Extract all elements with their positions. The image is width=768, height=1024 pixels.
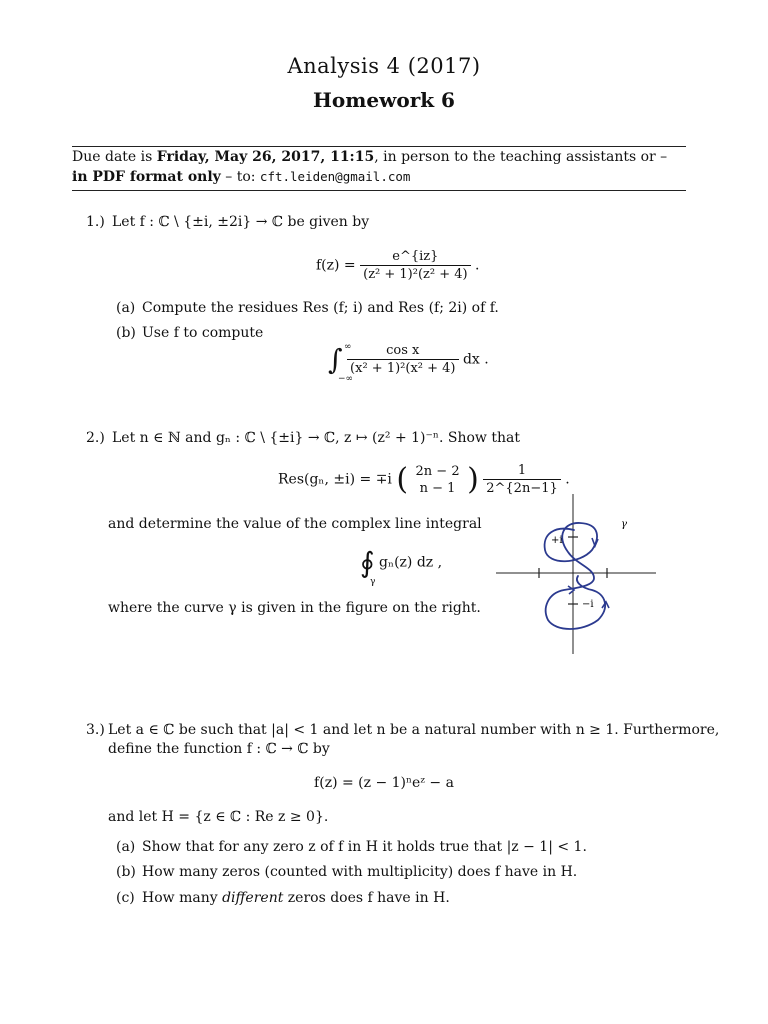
- label-minus-i: −i: [582, 599, 594, 610]
- problem1-part-a: Compute the residues Res (f; i) and Res (f; 2i) of f.: [142, 300, 499, 316]
- binomial-top: 2n − 2: [415, 463, 460, 479]
- residue-lhs: Res(gₙ, ±i) = ∓i: [278, 471, 392, 488]
- integral-upper-limit: ∞: [344, 342, 352, 352]
- due-middle: , in person to the teaching assistants or –: [374, 149, 668, 165]
- part-c-pre: How many: [142, 890, 223, 906]
- problem3-part-c: [142, 889, 450, 908]
- due-prefix: Due date is: [72, 149, 157, 165]
- top-rule: [72, 146, 686, 147]
- course-title: Analysis 4 (2017): [287, 54, 481, 78]
- problem1-integrand: [347, 342, 458, 377]
- problem1-formula-fraction: [360, 248, 470, 283]
- problem2-line2: and determine the value of the complex line integral: [108, 516, 482, 532]
- problem1-part-b: Use f to compute: [142, 325, 264, 341]
- arrow-top: [592, 538, 598, 546]
- problem1-integrand-denominator: (x² + 1)²(x² + 4): [350, 361, 456, 376]
- label-gamma: γ: [621, 519, 627, 530]
- problem3-part-a-label: (a): [116, 839, 136, 855]
- pdf-format-note: in PDF format only: [72, 169, 221, 185]
- problem3-part-c-label: (c): [116, 890, 135, 906]
- problem3-part-a: Show that for any zero z of f in H it holds true that |z − 1| < 1.: [142, 839, 587, 855]
- problem1-formula-denominator: (z² + 1)²(z² + 4): [363, 267, 468, 282]
- problem1-integrand-numerator: cos x: [347, 342, 458, 360]
- problem2-residue-formula: Res(gₙ, ±i) = ∓i ( 2n − 2 n − 1 ) $\frac{1}{2\^{}\{2n-1\}}$ .: [278, 462, 570, 497]
- due-date-notice: [72, 148, 686, 187]
- label-plus-i: +i: [551, 535, 563, 546]
- problem1-intro: Let f : ℂ \ {±i, ±2i} → ℂ be given by: [112, 214, 370, 230]
- problem1-number: 1.): [86, 214, 105, 230]
- problem1-formula-lhs: f(z) =: [316, 257, 361, 274]
- problem3-part-b-label: (b): [116, 864, 136, 880]
- binomial-coefficient: [413, 463, 463, 497]
- residue-fraction-numerator: 1: [483, 462, 561, 480]
- integral-lower-limit: −∞: [338, 374, 354, 384]
- curve-figure: [490, 490, 670, 660]
- problem3-part-b: How many zeros (counted with multiplicity) does f have in H.: [142, 864, 578, 880]
- due-to: – to:: [220, 169, 260, 185]
- problem1-integral-dx: dx .: [462, 351, 489, 368]
- problem1-formula: f(z) = $\frac{e\^{}\{iz\}}{\text{(z² + 1)²(z² + 4)}}$ .: [316, 249, 480, 282]
- problem1-part-a-label: (a): [116, 300, 136, 316]
- bottom-rule: [72, 190, 686, 191]
- problem2-line3: where the curve γ is given in the figure on the right.: [108, 600, 481, 616]
- residue-fraction-denominator: 2^{2n−1}: [486, 481, 558, 496]
- contour-integral-sign: ∮: [360, 546, 375, 579]
- homework-title: Homework 6: [313, 88, 455, 112]
- email-address: cft.leiden@gmail.com: [259, 169, 411, 184]
- contour-subscript: γ: [370, 577, 376, 587]
- problem1-formula-numerator: e^{iz}: [360, 248, 470, 266]
- part-c-emphasis: different: [222, 890, 284, 906]
- binom-left-paren: (: [396, 462, 409, 497]
- problem1-part-b-label: (b): [116, 325, 136, 341]
- problem3-formula: f(z) = (z − 1)ⁿeᶻ − a: [314, 775, 454, 791]
- part-c-post: zeros does f have in H.: [283, 890, 450, 906]
- contour-integrand: gₙ(z) dz ,: [379, 554, 443, 571]
- problem2-number: 2.): [86, 430, 105, 446]
- problem3-number: 3.): [86, 722, 105, 738]
- problem3-intro1: Let a ∈ ℂ be such that |a| < 1 and let n be a natural number with n ≥ 1. Furthermore,: [108, 722, 720, 738]
- integral-sign: ∫: [328, 343, 343, 376]
- binomial-bottom: n − 1: [419, 480, 456, 496]
- problem3-set-h: and let H = {z ∈ ℂ : Re z ≥ 0}.: [108, 809, 329, 825]
- problem2-intro: Let n ∈ ℕ and gₙ : ℂ \ {±i} → ℂ, z ↦ (z² + 1)⁻ⁿ. Show that: [112, 430, 520, 446]
- problem3-intro2: define the function f : ℂ → ℂ by: [108, 741, 330, 757]
- due-date: Friday, May 26, 2017, 11:15: [156, 149, 375, 165]
- binom-right-paren: ): [467, 462, 479, 497]
- problem2-contour-integral: [360, 546, 443, 579]
